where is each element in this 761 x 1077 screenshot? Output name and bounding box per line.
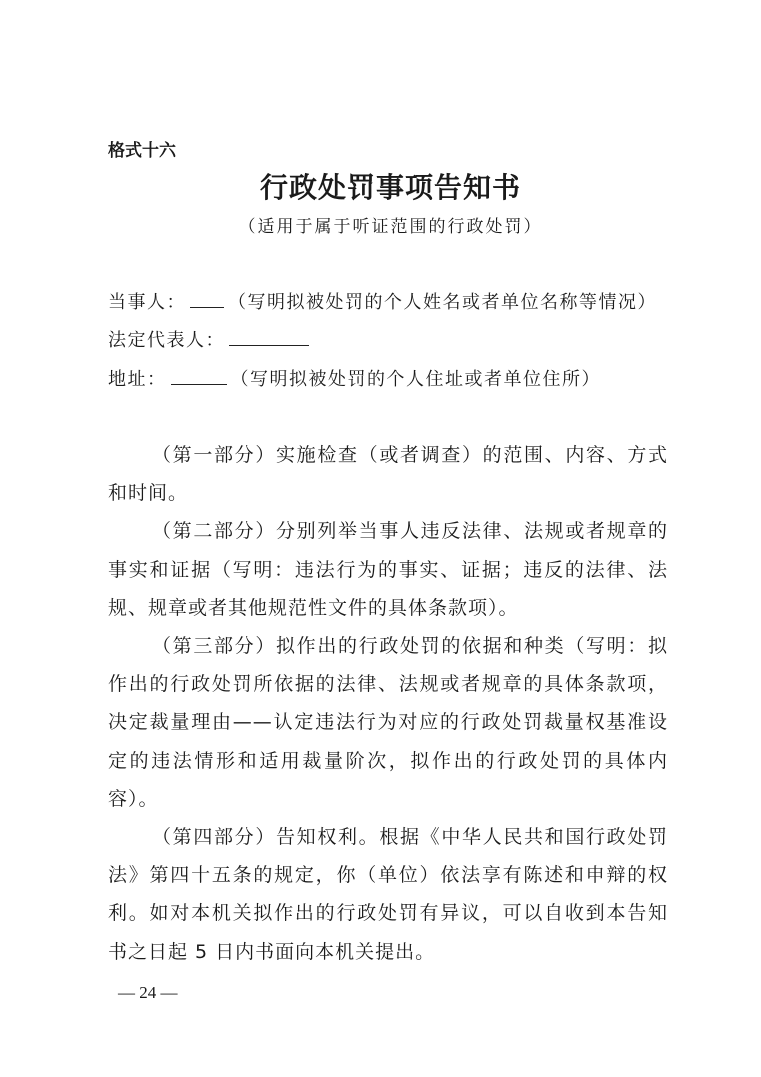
field-label: 地址： <box>108 369 167 390</box>
blank-line <box>190 293 224 308</box>
field-address <box>108 365 601 391</box>
field-party <box>108 288 657 314</box>
paragraph-line: （第一部分）实施检查（或者调查）的范围、内容、方式 <box>152 444 668 466</box>
paragraph-line: 容）。 <box>108 787 159 810</box>
field-label: 法定代表人： <box>108 330 225 351</box>
paragraph-line: （第四部分）告知权利。根据《中华人民共和国行政处罚 <box>152 826 668 848</box>
paragraph-line: 事实和证据（写明：违法行为的事实、证据；违反的法律、法 <box>108 558 668 581</box>
page-number: — 24 — <box>118 983 178 1002</box>
paragraph-line: 书之日起 5 日内书面向本机关提出。 <box>108 940 436 963</box>
paragraph-line: 作出的行政处罚所依据的法律、法规或者规章的具体条款项， <box>108 673 668 696</box>
field-legal-representative <box>108 326 313 352</box>
field-label: 当事人： <box>108 292 186 313</box>
paragraph-line: 定的违法情形和适用裁量阶次，拟作出的行政处罚的具体内 <box>108 749 668 772</box>
format-label: 格式十六 <box>108 141 176 161</box>
paragraph-line: 决定裁量理由——认定违法行为对应的行政处罚裁量权基准设 <box>108 711 668 734</box>
paragraph-line: （第二部分）分别列举当事人违反法律、法规或者规章的 <box>152 520 668 543</box>
document-subtitle: （适用于属于听证范围的行政处罚） <box>238 217 543 237</box>
paragraph-line: 规、规章或者其他规范性文件的具体条款项）。 <box>108 596 519 619</box>
paragraph-line: 和时间。 <box>108 482 189 505</box>
paragraph-line: 利。如对本机关拟作出的行政处罚有异议，可以自收到本告知 <box>108 902 668 925</box>
paragraph-line: 法》第四十五条的规定，你（单位）依法享有陈述和申辩的权 <box>108 864 668 887</box>
blank-line <box>171 370 227 385</box>
paragraph-line: （第三部分）拟作出的行政处罚的依据和种类（写明：拟 <box>152 635 668 657</box>
field-note: （写明拟被处罚的个人姓名或者单位名称等情况） <box>228 292 657 313</box>
field-note: （写明拟被处罚的个人住址或者单位住所） <box>230 369 601 390</box>
document-title: 行政处罚事项告知书 <box>259 171 521 204</box>
blank-line <box>229 331 309 346</box>
